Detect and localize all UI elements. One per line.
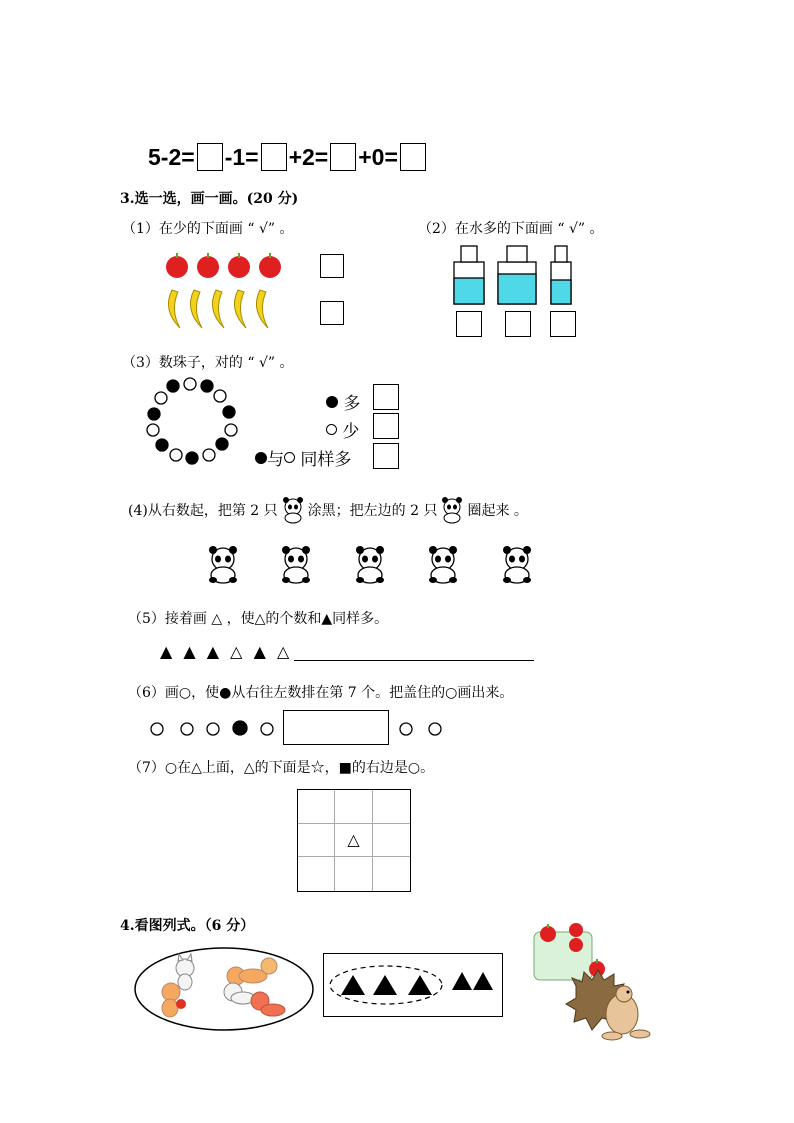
grid-cell[interactable] [373, 790, 410, 824]
panda-icon [429, 546, 457, 583]
triangle-sequence: ▲ ▲ ▲ △ ▲ △ [160, 642, 293, 661]
question-2: （2）在水多的下面画 “ √” 。 [418, 221, 604, 237]
grid-cell[interactable] [373, 857, 410, 891]
question-5: （5）接着画 △ ，使△的个数和▲同样多。 [128, 611, 389, 627]
eq-part: +0= [358, 143, 398, 170]
apple-icon [166, 253, 281, 278]
question-1: （1）在少的下面画 “ √” 。 [122, 221, 294, 237]
panda-icon [282, 546, 310, 583]
option-same: 与 同样多 [255, 445, 351, 470]
answer-box[interactable] [197, 143, 223, 171]
triangle-icon [452, 972, 472, 990]
eq-part: 5-2= [148, 143, 195, 170]
panda-icon [439, 497, 465, 523]
grid-cell-center: △ [335, 824, 372, 858]
question-3: （3）数珠子，对的 “ √” 。 [122, 355, 294, 371]
answer-box[interactable] [320, 301, 344, 325]
eq-part: +2= [288, 143, 329, 170]
white-bead-icon [284, 452, 295, 463]
bead-ring [142, 378, 240, 468]
answer-box[interactable] [550, 311, 576, 337]
answer-box[interactable] [320, 254, 344, 278]
answer-box[interactable] [400, 143, 426, 171]
cats-picture [133, 946, 315, 1032]
answer-box[interactable] [505, 311, 531, 337]
banana-icon [168, 290, 268, 328]
eq-part: -1= [224, 143, 259, 170]
panda-icon [356, 546, 384, 583]
water-bottles [450, 244, 580, 306]
white-bead-icon [326, 424, 337, 435]
grid-cell[interactable] [373, 824, 410, 858]
triangle-icon [473, 972, 493, 990]
grid-cell[interactable] [298, 790, 335, 824]
position-grid [297, 789, 411, 892]
bottle-icon [454, 246, 571, 304]
panda-icon [209, 546, 237, 583]
question-6: （6）画○，使●从右往左数排在第 7 个。把盖住的○画出来。 [128, 685, 514, 701]
answer-box[interactable] [261, 143, 287, 171]
equation-row [148, 143, 428, 171]
option-more: 多 [326, 389, 360, 414]
question-7: （7）○在△上面，△的下面是☆，■的右边是○。 [128, 760, 435, 776]
hidden-circles-box[interactable] [283, 710, 389, 745]
hedgehog-apples-picture [528, 918, 658, 1052]
answer-box[interactable] [373, 384, 399, 410]
answer-box[interactable] [330, 143, 356, 171]
answer-box[interactable] [373, 413, 399, 439]
hedgehog-icon [566, 970, 650, 1040]
triangle-icon [373, 975, 397, 995]
triangle-icon [341, 975, 365, 995]
answer-box[interactable] [373, 443, 399, 469]
triangle-sequence-row [160, 642, 534, 661]
black-bead-icon [255, 452, 267, 464]
triangle-icon [408, 975, 432, 995]
question-4: (4)从右数起，把第 2 只 涂黑；把左边的 2 只 圈起来 。 [128, 497, 528, 523]
section4-heading: 4.看图列式。（6 分） [120, 918, 255, 934]
triangles-picture [328, 960, 500, 1010]
panda-row [205, 546, 545, 586]
fruit-illustration [162, 250, 287, 330]
grid-cell[interactable] [335, 790, 372, 824]
grid-cell[interactable] [335, 857, 372, 891]
section3-heading: 3.选一选，画一画。(20 分) [120, 191, 299, 207]
option-less: 少 [326, 417, 359, 442]
grid-cell[interactable] [298, 824, 335, 858]
grid-cell[interactable] [298, 857, 335, 891]
answer-line[interactable] [294, 644, 534, 661]
panda-icon [280, 497, 306, 523]
black-bead-icon [326, 396, 338, 408]
answer-box[interactable] [456, 311, 482, 337]
panda-icon [503, 546, 531, 583]
